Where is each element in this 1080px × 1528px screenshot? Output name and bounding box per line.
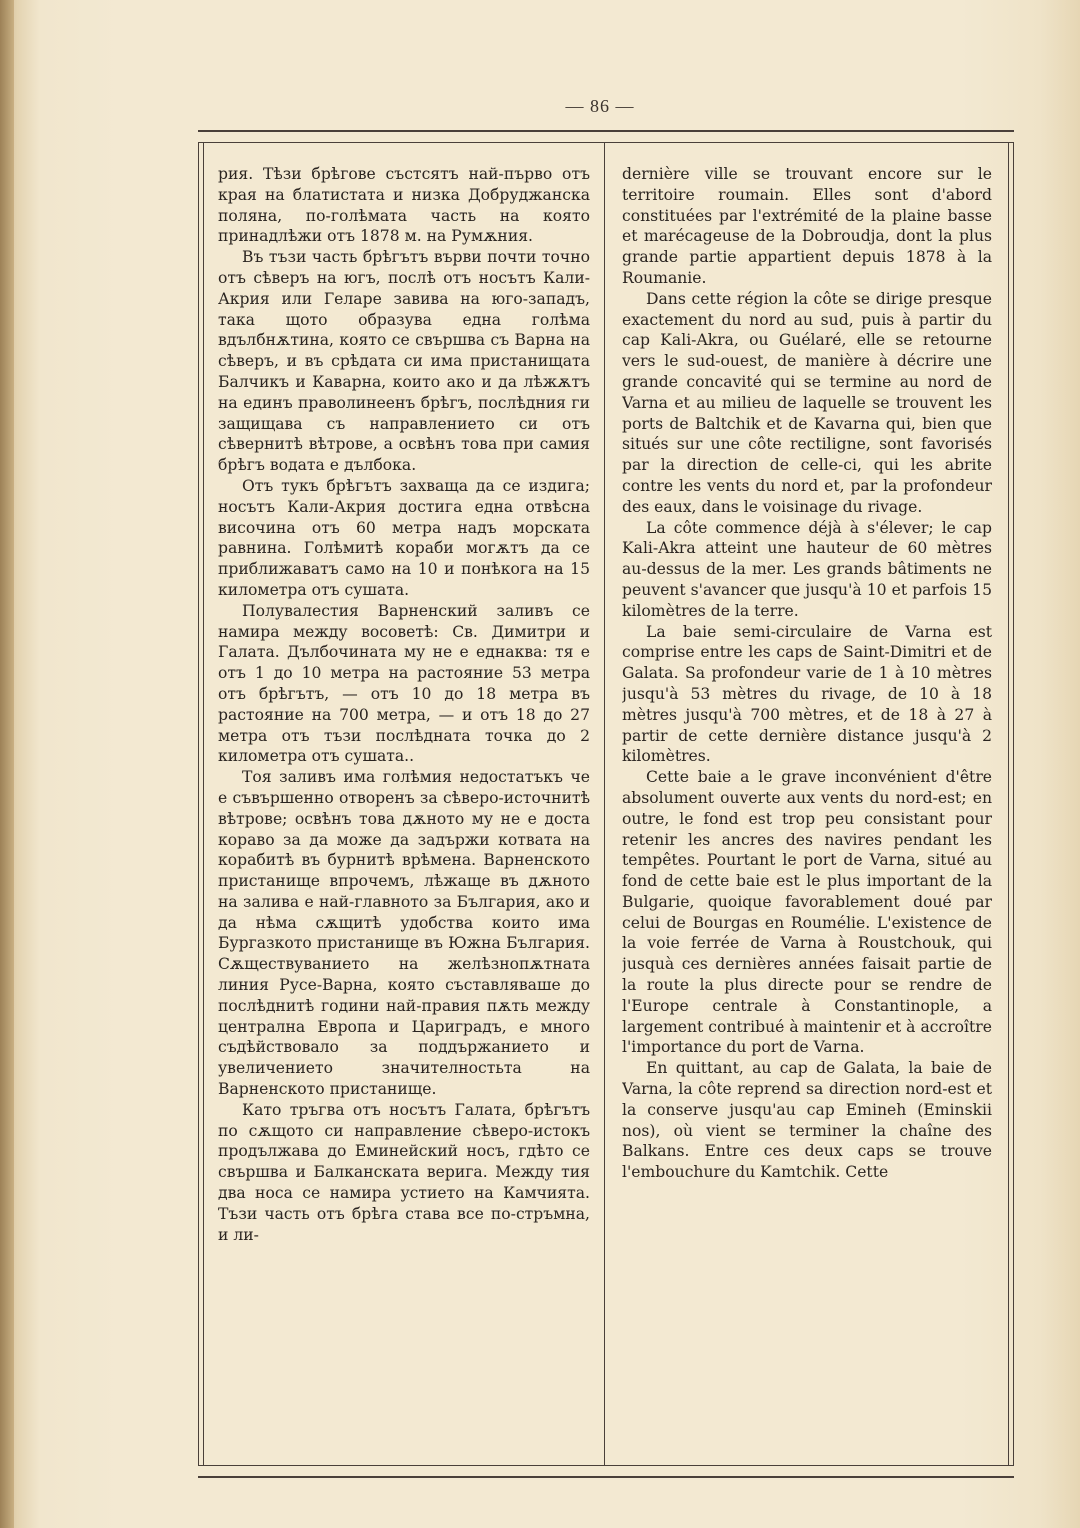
french-paragraph: En quittant, au cap de Galata, la baie de Varna, la côte reprend sa direction nord-est et la conserve jusqu'au cap Emineh (Eminskii nos), où vient se terminer la chaîne des Balkans. Entre ces deux caps se trouve l'embouchure du Kamtchik. Cette	[622, 1059, 992, 1182]
bulgarian-column	[218, 164, 590, 1454]
column-divider-rule	[604, 142, 605, 1466]
french-paragraph: La baie semi-circulaire de Varna est comprise entre les caps de Saint-Dimitri et de Galata. Sa profondeur varie de 1 à 10 mètres jusqu'à 53 mètres du rivage, de 10 à 18 mètres jusqu'à 700 mètres, et de 18 à 27 à partir de cette dernière distance jusqu'à 2 kilomètres.	[622, 622, 992, 766]
french-column	[622, 164, 992, 1454]
french-paragraph: Dans cette région la côte se dirige presque exactement du nord au sud, puis à partir du cap Kali-Akra, ou Guélaré, elle se retourne vers le sud-ouest, de manière à décrire une grande concavité qui se termine au nord de Varna et au milieu de laquelle se trouvent les ports de Baltchik et de Kavarna qui, bien que situés sur une côte rectiligne, sont favorisés par la direction de celle-ci, qui les abrite contre les vents du nord et, par la profondeur des eaux, dans le voisinage du rivage.	[622, 289, 992, 516]
left-double-rule	[198, 142, 204, 1466]
french-paragraph: dernière ville se trouvant encore sur le territoire roumain. Elles sont d'abord constituées par l'extrémité de la plaine basse et marécageuse de la Dobroudja, dont la plus grande partie appartient depuis 1878 à la Roumanie.	[622, 165, 992, 287]
bulgarian-paragraph: рия. Тѣзи брѣгове състсятъ най-първо отъ края на блатистата и низка Добруджанска поляна, по-голѣмата часть на която принадлѣжи отъ 1878 м. на Румѫния.	[218, 165, 590, 246]
bulgarian-paragraph: Като тръгва отъ носътъ Галата, брѣгътъ по сѫщото си направление сѣверо-истокъ продължава до Еминейский носъ, гдѣто се свършва и Балканската верига. Между тия два носа се намира устието на Камчията. Тъзи часть отъ брѣга става все по-стръмна, и ли-	[218, 1100, 590, 1244]
right-double-rule	[1008, 142, 1014, 1466]
page-spine-shadow	[0, 0, 14, 1528]
bulgarian-paragraph: Тоя заливъ има голѣмия недостатъкъ че е съвършенно отворенъ за сѣверо-источнитѣ вѣтрове; освѣнъ това дѫното му не е доста кораво за да може да задържи котвата на корабитѣ въ бурнитѣ врѣмена. Варненското пристанище впрочемъ, лѣжаще въ дѫното на залива е най-главното за България, ако и да нѣма сѫщитѣ удобства които има Бургазкото пристанище въ Южна България. Сѫществуванието на желѣзнопѫтната линия Русе-Варна, която съставляваше до послѣднитѣ години най-правия пѫть между централна Европа и Цариградъ, е много съдѣйствовало за поддържанието и увеличението значителностьта на Варненското пристанище.	[218, 768, 590, 1099]
page-number: — 86 —	[565, 96, 635, 116]
top-double-rule	[198, 130, 1014, 143]
bulgarian-paragraph: Отъ тукъ брѣгътъ захваща да се издига; носътъ Кали-Акрия достига една отвѣсна височина отъ 60 метра надъ морската равнина. Голѣмитѣ кораби могѫтъ да се приближаватъ само на 10 и понѣкога на 15 километра отъ сушата.	[218, 476, 590, 599]
bulgarian-paragraph: Въ тъзи часть брѣгътъ върви почти точно отъ сѣверъ на югъ, послѣ отъ носътъ Кали-Акрия или Геларе завива на юго-западъ, така щото образува една голѣма вдълбнѫтина, която се свършва съ Варна на сѣверъ, и въ срѣдата си има пристанищата Балчикъ и Каварна, които ако и да лѣжѫтъ на единъ праволинеенъ брѣгъ, послѣдния ги защищава съ направлението си отъ сѣвернитѣ вѣтрове, а освѣнъ това при самия брѣгъ водата е дълбока.	[218, 248, 590, 475]
french-paragraph: La côte commence déjà à s'élever; le cap Kali-Akra atteint une hauteur de 60 mètres au-dessus de la mer. Les grands bâtiments ne peuvent s'avancer que jusqu'à 10 et parfois 15 kilomètres de la terre.	[622, 518, 992, 620]
french-paragraph: Cette baie a le grave inconvénient d'être absolument ouverte aux vents du nord-est; en outre, le fond est trop peu consistant pour retenir les ancres des navires pendant les tempêtes. Pourtant le port de Varna, situé au fond de cette baie est le plus important de la Bulgarie, quoique favorablement doué par celui de Bourgas en Roumélie. L'existence de la voie ferrée de Varna à Roustchouk, qui jusquà ces dernières années faisait partie de la route la plus directe pour se rendre de l'Europe centrale à Constantinople, a largement contribué à maintenir et à accroître l'importance du port de Varna.	[622, 768, 992, 1057]
bulgarian-paragraph: Полувалестия Варненский заливъ се намира между восоветѣ: Св. Димитри и Галата. Дълбочината му не е еднаква: тя е отъ 1 до 10 метра на растояние 53 метра отъ брѣгътъ, — отъ 10 до 18 метра въ растояние на 700 метра, — и отъ 18 до 27 метра отъ тъзи послѣдната точка до 2 километра отъ сушата..	[218, 601, 590, 766]
bottom-double-rule	[198, 1465, 1014, 1478]
text-frame	[198, 130, 1014, 1478]
